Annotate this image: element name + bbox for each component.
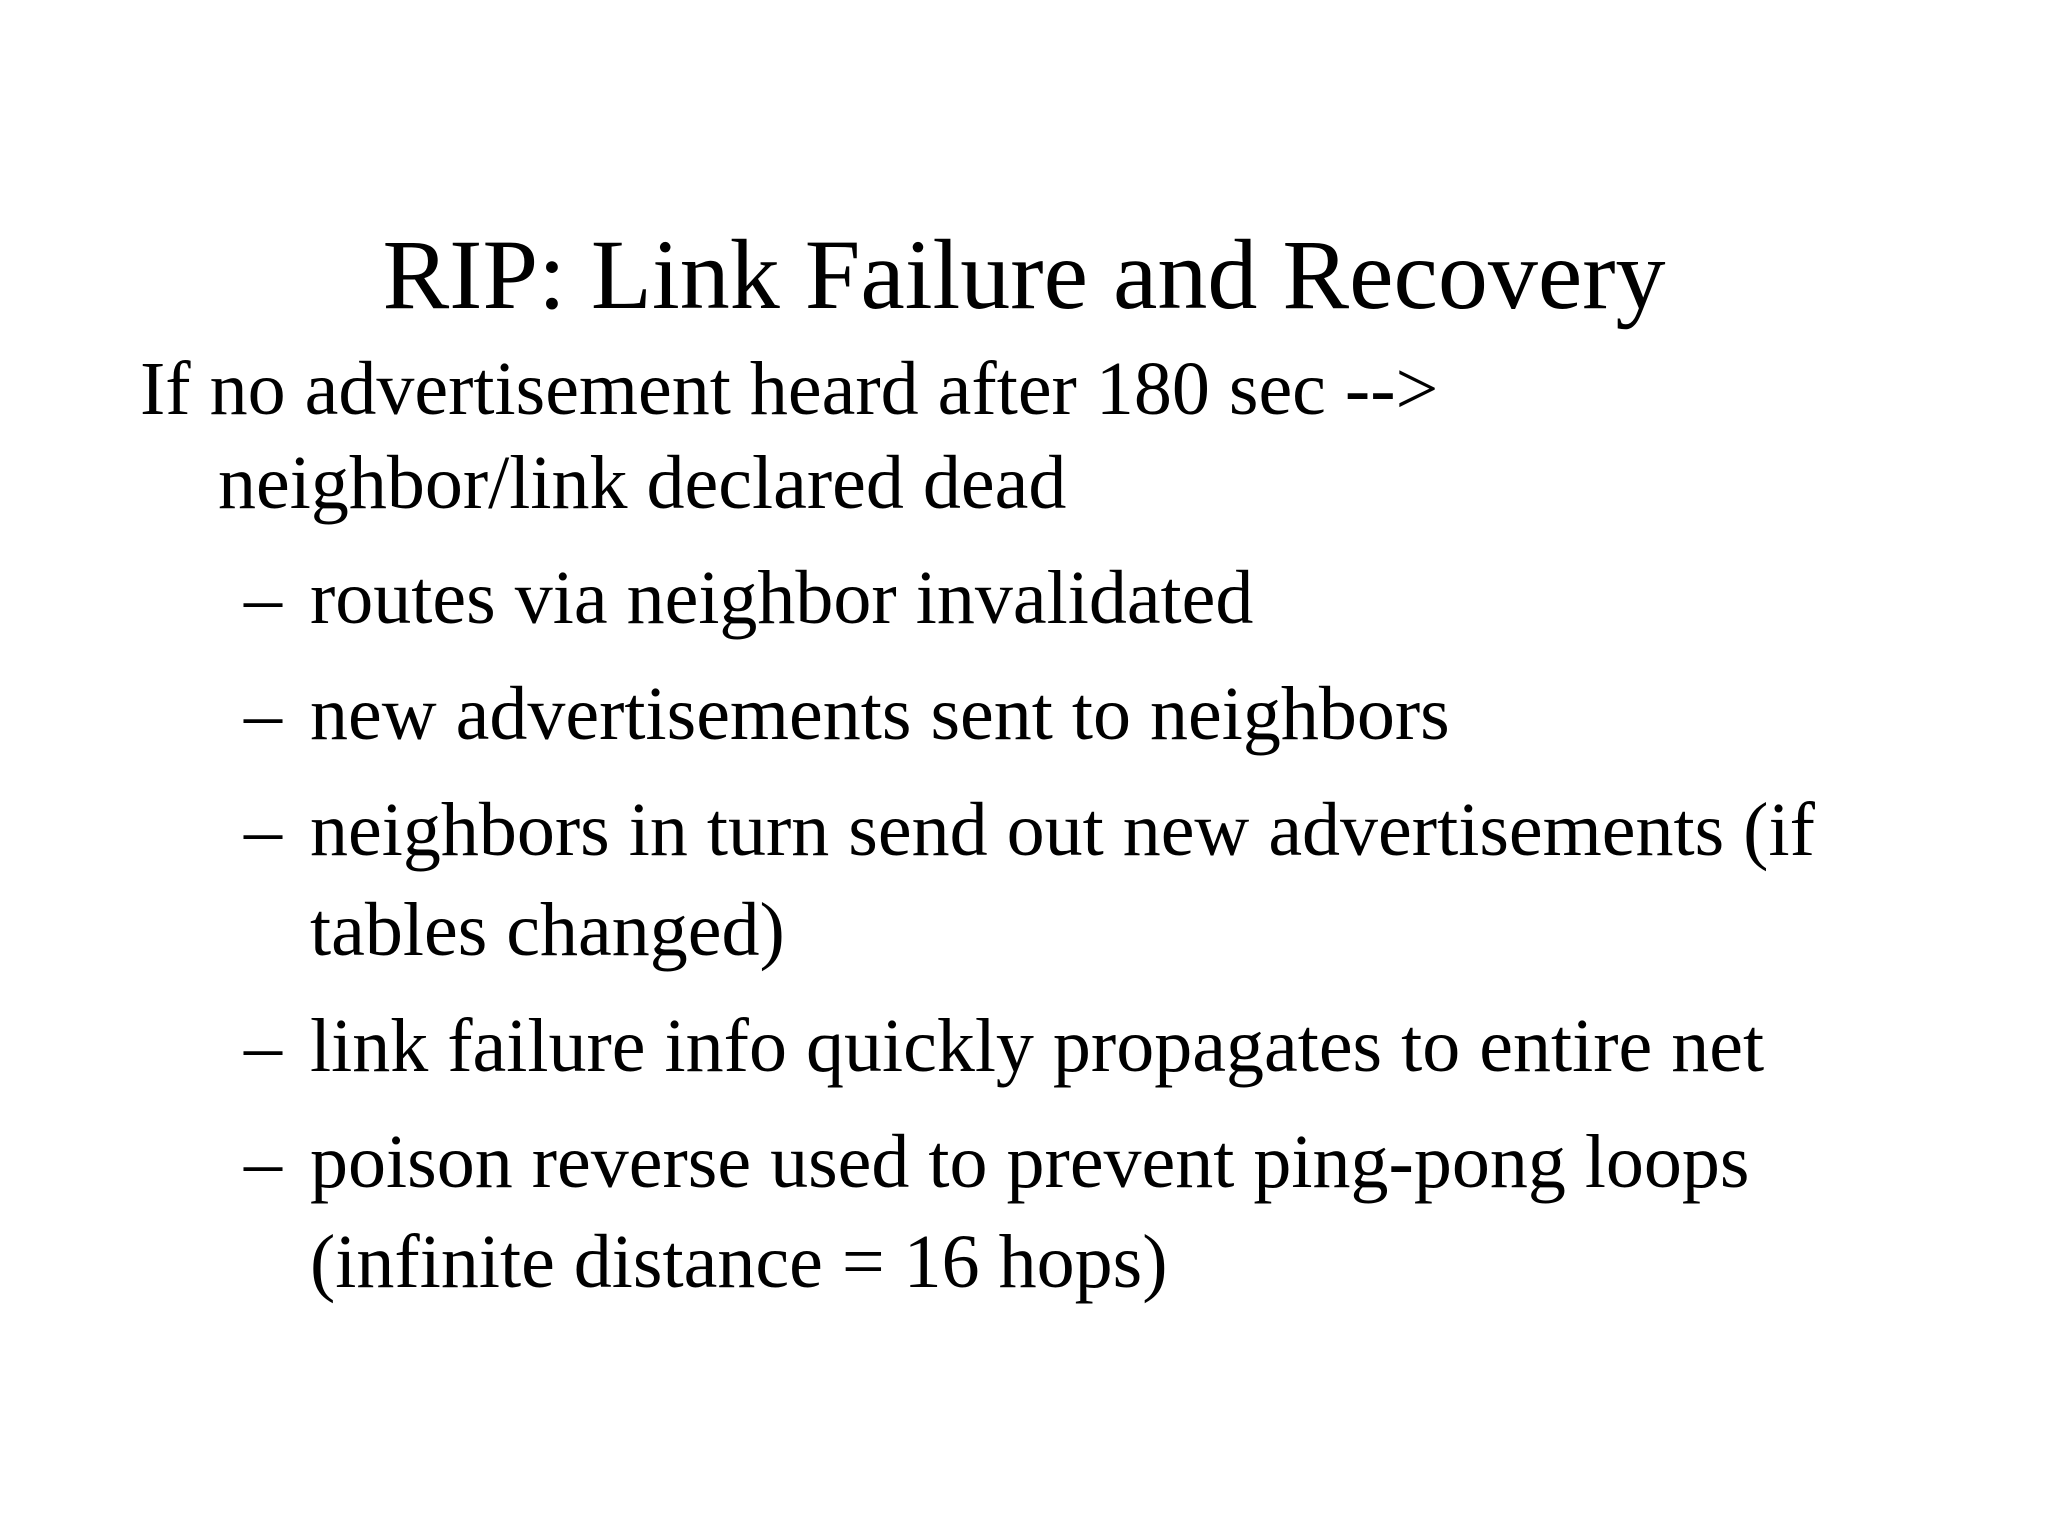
bullet-dash: – bbox=[244, 1120, 282, 1204]
bullet-item bbox=[140, 1112, 2010, 1312]
bullet-dash: – bbox=[244, 1004, 282, 1088]
bullet-text: link failure info quickly propagates to entire net bbox=[310, 1004, 1765, 1088]
bullet-text: neighbors in turn send out new advertisements (if tables changed) bbox=[310, 788, 1815, 972]
slide-title: RIP: Link Failure and Recovery bbox=[382, 219, 1666, 330]
bullet-item bbox=[140, 780, 2010, 980]
intro-paragraph: If no advertisement heard after 180 sec --> neighbor/link declared dead bbox=[140, 347, 1439, 525]
bullet-item bbox=[140, 996, 2010, 1096]
bullet-dash: – bbox=[244, 672, 282, 756]
bullet-item bbox=[140, 548, 2010, 648]
bullet-dash: – bbox=[244, 556, 282, 640]
slide-body bbox=[140, 342, 2000, 1328]
bullet-text: new advertisements sent to neighbors bbox=[310, 672, 1450, 756]
bullet-text: poison reverse used to prevent ping-pong loops (infinite distance = 16 hops) bbox=[310, 1120, 1750, 1304]
bullet-list bbox=[140, 548, 2000, 1312]
bullet-text: routes via neighbor invalidated bbox=[310, 556, 1254, 640]
bullet-item bbox=[140, 664, 2010, 764]
bullet-dash: – bbox=[244, 788, 282, 872]
